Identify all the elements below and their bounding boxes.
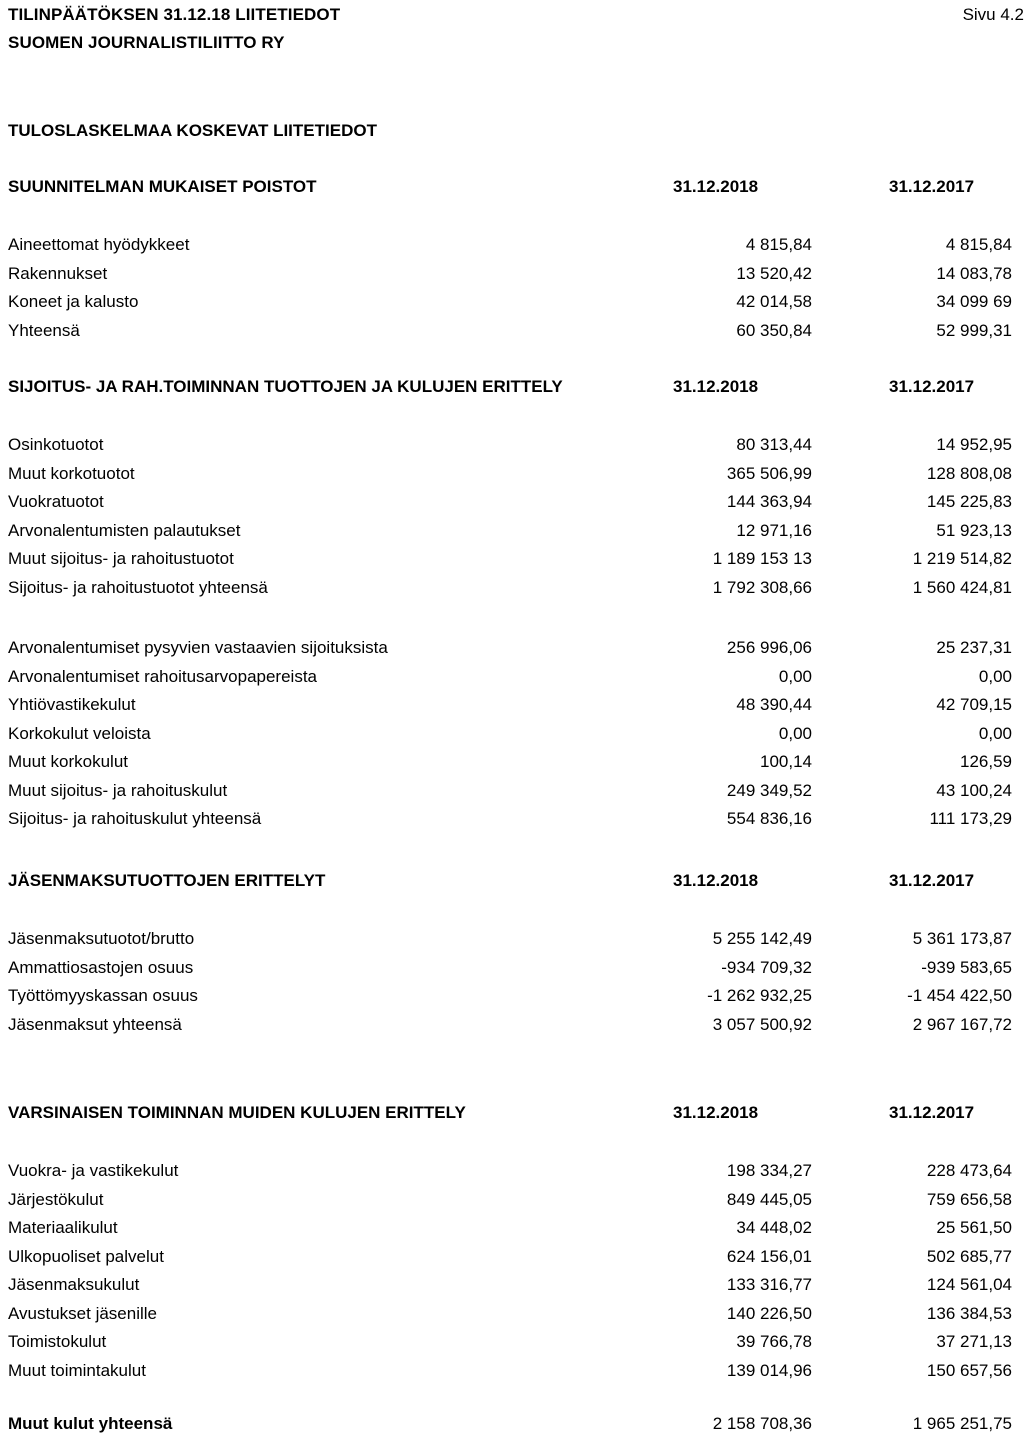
row-label: Aineettomat hyödykkeet [8,235,190,254]
row-label: Muut kulut yhteensä [8,1414,173,1433]
table-row [0,634,1024,663]
table-row [0,1243,1024,1272]
value-2018: 4 815,84 [745,235,812,254]
value-2018: 624 156,01 [726,1246,812,1266]
value-2017: 124 561,04 [926,1275,1012,1294]
value-2018: 80 313,44 [736,435,812,454]
row-label: Jäsenmaksutuotot/brutto [8,929,195,948]
value-2018: 60 350,84 [736,320,812,340]
organization-name: SUOMEN JOURNALISTILIITTO RY [8,33,285,52]
row-label: Muut korkokulut [8,752,128,771]
value-2017: -939 583,65 [921,957,1012,977]
row-label: Korkokulut veloista [8,723,151,743]
value-2017: 126,59 [960,752,1012,771]
value-2018: 139 014,96 [726,1360,812,1380]
report-title: TILINPÄÄTÖKSEN 31.12.18 LIITETIEDOT [8,5,341,24]
row-label: Ammattiosastojen osuus [8,957,194,977]
value-2017: 14 083,78 [936,263,1012,283]
table-row [0,925,1024,954]
value-2017: 0,00 [978,666,1012,686]
value-2017: 42 709,15 [936,695,1012,714]
section-header [0,867,1024,895]
table-row-total [0,1410,1024,1439]
value-2018: 3 057 500,92 [712,1014,812,1034]
row-label: Toimistokulut [8,1332,107,1351]
value-2018: -1 262 932,25 [707,986,812,1005]
table-row [0,1357,1024,1386]
value-2018: 365 506,99 [726,463,812,483]
value-2018: 0,00 [778,666,812,686]
value-2017: 1 965 251,75 [912,1414,1012,1433]
value-2017: 128 808,08 [926,463,1012,483]
membership-fees-section [0,867,1024,1039]
table-row [0,231,1024,260]
value-2017: 4 815,84 [945,235,1012,254]
row-label: Työttömyyskassan osuus [8,986,198,1005]
value-2018: 2 158 708,36 [712,1414,812,1433]
value-2017: 52 999,31 [936,320,1012,340]
row-label: Järjestökulut [8,1189,104,1209]
section-title: VARSINAISEN TOIMINNAN MUIDEN KULUJEN ERITTELY [8,1103,466,1122]
column-header-2017: 31.12.2017 [889,871,975,890]
section-title: JÄSENMAKSUTUOTTOJEN ERITTELYT [8,871,326,890]
row-label: Vuokratuotot [8,492,104,511]
value-2017: 0,00 [978,723,1012,743]
column-header-2018: 31.12.2018 [673,871,759,890]
value-2017: 1 219 514,82 [912,549,1012,568]
depreciation-section [0,173,1024,345]
table-row [0,720,1024,749]
value-2018: 249 349,52 [726,780,812,800]
table-row [0,1186,1024,1215]
value-2017: 43 100,24 [936,780,1012,800]
row-label: Arvonalentumiset pysyvien vastaavien sijoituksista [8,638,388,657]
value-2018: 133 316,77 [726,1275,812,1294]
value-2017: 2 967 167,72 [912,1014,1012,1034]
table-row [0,777,1024,806]
value-2017: 51 923,13 [936,520,1012,540]
table-row [0,288,1024,317]
value-2017: 145 225,83 [926,492,1012,511]
other-costs-section [0,1099,1024,1439]
value-2018: 39 766,78 [736,1332,812,1351]
row-label: Vuokra- ja vastikekulut [8,1161,179,1180]
value-2017: 14 952,95 [936,435,1012,454]
value-2018: 13 520,42 [736,263,812,283]
table-row [0,748,1024,777]
row-label: Jäsenmaksukulut [8,1275,140,1294]
value-2017: 37 271,13 [936,1332,1012,1351]
row-label: Ulkopuoliset palvelut [8,1246,164,1266]
row-label: Materiaalikulut [8,1218,118,1237]
row-label: Muut toimintakulut [8,1360,146,1380]
investment-section [0,373,1024,834]
column-header-2017: 31.12.2017 [889,177,975,196]
section-header [0,173,1024,201]
value-2017: 25 237,31 [936,638,1012,657]
table-row [0,488,1024,517]
value-2018: 554 836,16 [726,809,812,828]
table-row [0,431,1024,460]
column-header-2018: 31.12.2018 [673,1103,759,1122]
row-label: Yhtiövastikekulut [8,695,136,714]
document-title: TULOSLASKELMAA KOSKEVAT LIITETIEDOT [8,121,377,140]
row-label: Sijoitus- ja rahoituskulut yhteensä [8,809,262,828]
value-2017: 502 685,77 [926,1246,1012,1266]
value-2017: 136 384,53 [926,1303,1012,1323]
value-2017: 228 473,64 [926,1161,1012,1180]
depreciation-rows [0,231,1024,345]
value-2018: 34 448,02 [736,1218,812,1237]
table-row [0,805,1024,834]
value-2018: 5 255 142,49 [712,929,812,948]
value-2018: 12 971,16 [736,520,812,540]
row-label: Yhteensä [8,320,80,340]
value-2018: 140 226,50 [726,1303,812,1323]
value-2018: 1 189 153 13 [712,549,812,568]
value-2017: 1 560 424,81 [912,577,1012,597]
row-label: Arvonalentumisten palautukset [8,520,241,540]
row-label: Muut sijoitus- ja rahoitustuotot [8,549,234,568]
value-2017: 759 656,58 [926,1189,1012,1209]
row-label: Muut sijoitus- ja rahoituskulut [8,780,228,800]
investment-income-rows [0,431,1024,602]
value-2017: 5 361 173,87 [912,929,1012,948]
section-header [0,373,1024,401]
page-header [8,5,1024,65]
table-row [0,1157,1024,1186]
column-header-2017: 31.12.2017 [889,377,975,396]
row-label: Jäsenmaksut yhteensä [8,1014,182,1034]
value-2018: 256 996,06 [726,638,812,657]
row-label: Koneet ja kalusto [8,292,139,311]
table-row [0,982,1024,1011]
column-header-2017: 31.12.2017 [889,1103,975,1122]
column-header-2018: 31.12.2018 [673,177,759,196]
value-2017: 34 099 69 [936,292,1012,311]
value-2018: 198 334,27 [726,1161,812,1180]
table-row [0,317,1024,346]
table-row [0,460,1024,489]
value-2018: 849 445,05 [726,1189,812,1209]
value-2018: -934 709,32 [721,957,812,977]
value-2017: 25 561,50 [936,1218,1012,1237]
page-number: Sivu 4.2 [962,5,1024,24]
row-label: Osinkotuotot [8,435,104,454]
value-2018: 48 390,44 [736,695,812,714]
table-row [0,574,1024,603]
table-row [0,1271,1024,1300]
row-label: Muut korkotuotot [8,463,135,483]
other-costs-rows [0,1157,1024,1385]
row-label: Arvonalentumiset rahoitusarvopapereista [8,666,318,686]
table-row [0,517,1024,546]
section-header [0,1099,1024,1127]
table-row [0,545,1024,574]
value-2018: 0,00 [778,723,812,743]
section-title: SUUNNITELMAN MUKAISET POISTOT [8,177,317,196]
section-title: SIJOITUS- JA RAH.TOIMINNAN TUOTTOJEN JA KULUJEN ERITTELY [8,377,563,396]
table-row [0,1300,1024,1329]
value-2017: -1 454 422,50 [907,986,1012,1005]
value-2018: 144 363,94 [726,492,812,511]
table-row [0,954,1024,983]
value-2018: 1 792 308,66 [712,577,812,597]
row-label: Sijoitus- ja rahoitustuotot yhteensä [8,577,268,597]
column-header-2018: 31.12.2018 [673,377,759,396]
investment-expense-rows [0,634,1024,834]
table-row [0,663,1024,692]
value-2018: 42 014,58 [736,292,812,311]
value-2017: 150 657,56 [926,1360,1012,1380]
row-label: Rakennukset [8,263,108,283]
table-row [0,1011,1024,1040]
table-row [0,260,1024,289]
table-row [0,691,1024,720]
table-row [0,1328,1024,1357]
row-label: Avustukset jäsenille [8,1303,157,1323]
table-row [0,1214,1024,1243]
membership-rows [0,925,1024,1039]
value-2018: 100,14 [760,752,812,771]
value-2017: 111 173,29 [929,809,1012,828]
